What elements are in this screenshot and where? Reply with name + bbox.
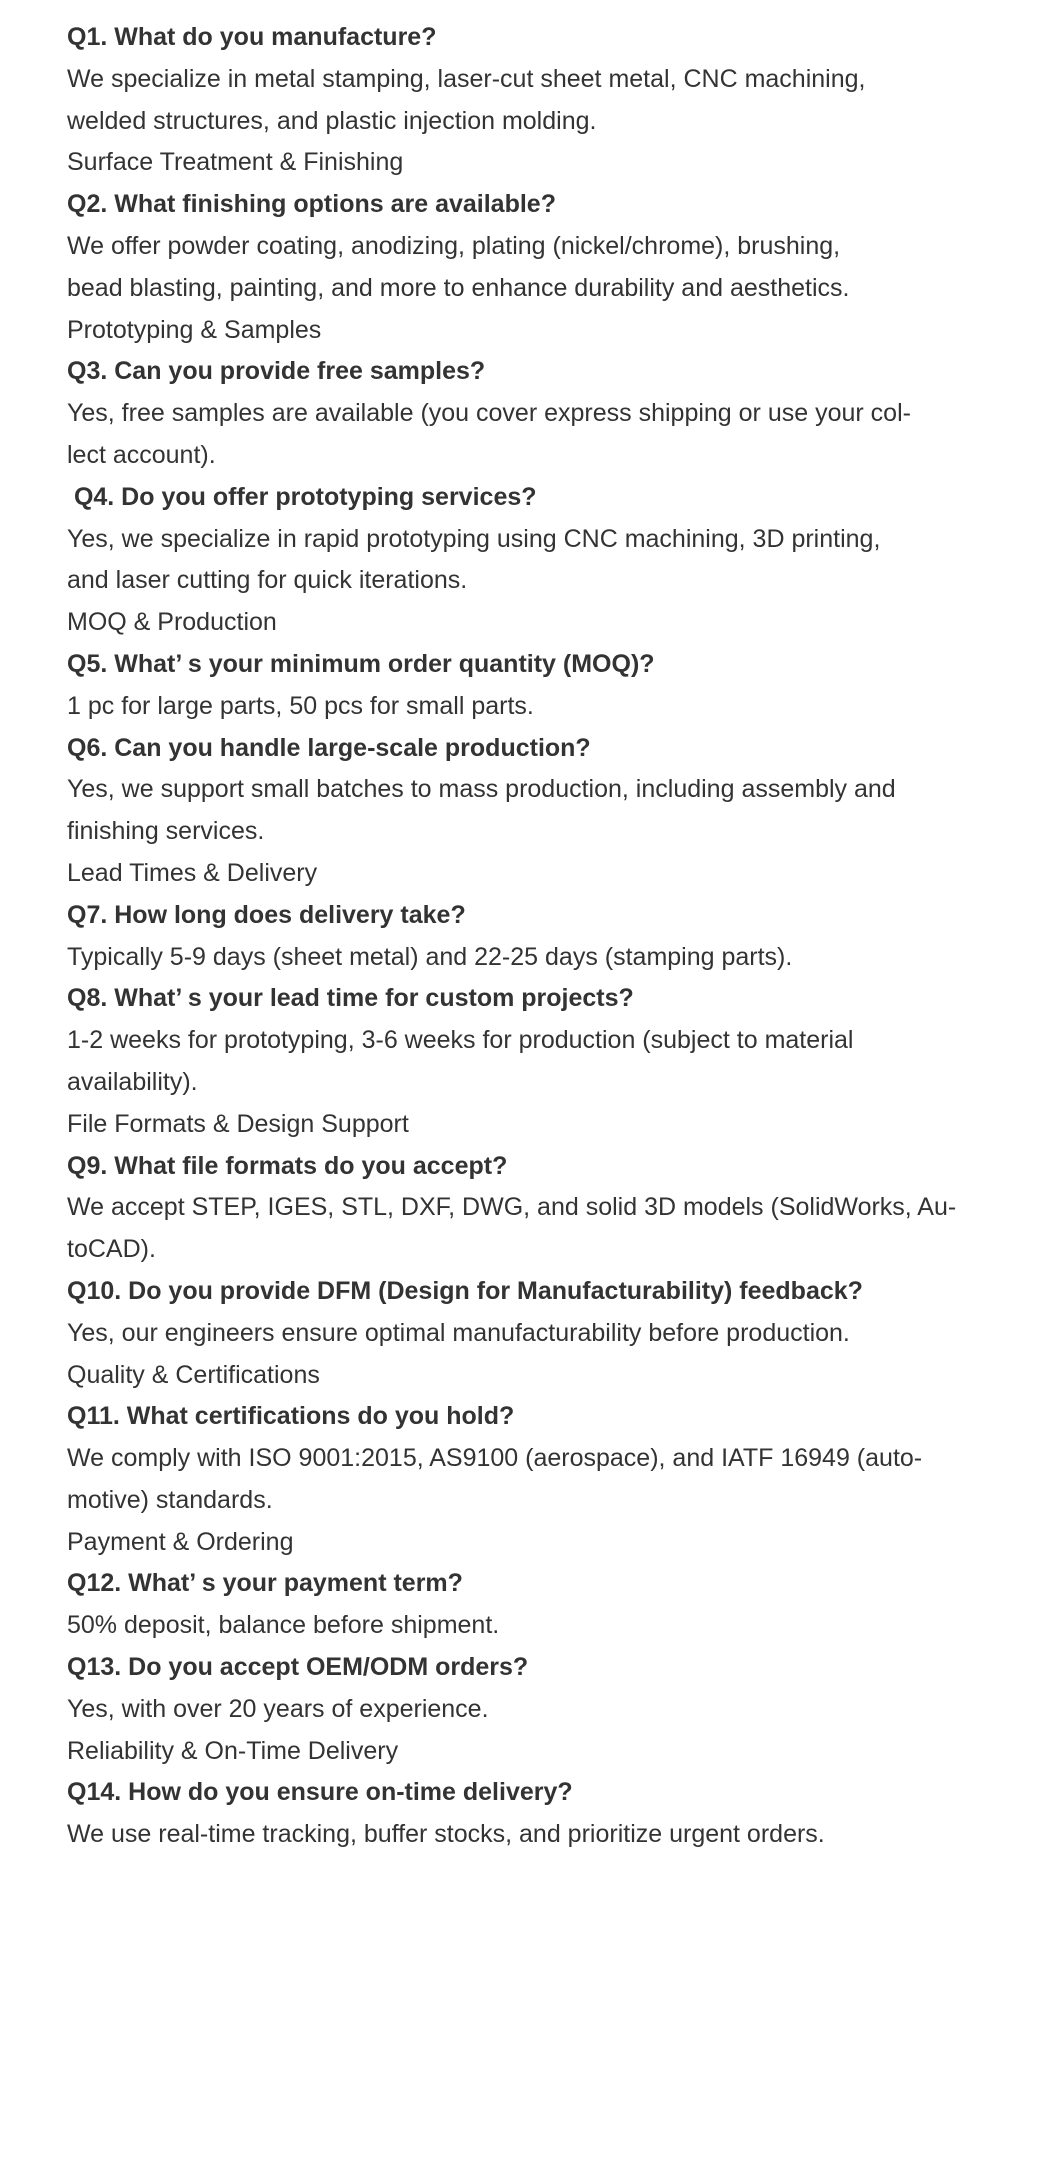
faq-answer-block: [67, 1313, 1007, 1355]
section-heading-block: [67, 1355, 1007, 1397]
faq-answer-block: [67, 1187, 1007, 1271]
section-heading-line: Surface Treatment & Finishing: [67, 148, 404, 177]
faq-answer-line: We use real-time tracking, buffer stocks, and prioritize urgent orders.: [67, 1820, 825, 1849]
section-heading-block: [67, 602, 1007, 644]
faq-answer-line: toCAD).: [67, 1235, 156, 1264]
faq-question-line: Q6. Can you handle large-scale production?: [67, 733, 591, 762]
faq-question-line: Q4. Do you offer prototyping services?: [67, 482, 537, 511]
faq-question-block: [67, 1647, 1007, 1689]
faq-question-line: Q3. Can you provide free samples?: [67, 357, 486, 386]
faq-question-block: [67, 644, 1007, 686]
faq-answer-line: and laser cutting for quick iterations.: [67, 566, 468, 595]
faq-answer-line: Yes, we specialize in rapid prototyping using CNC machining, 3D printing,: [67, 524, 881, 553]
faq-answer-line: welded structures, and plastic injection molding.: [67, 106, 597, 135]
faq-answer-line: Yes, free samples are available (you cover express shipping or use your col-: [67, 399, 911, 428]
faq-document: [67, 17, 1007, 1856]
faq-question-block: [67, 1271, 1007, 1313]
faq-answer-line: We comply with ISO 9001:2015, AS9100 (aerospace), and IATF 16949 (auto-: [67, 1444, 923, 1473]
faq-answer-line: We accept STEP, IGES, STL, DXF, DWG, and solid 3D models (SolidWorks, Au-: [67, 1193, 957, 1222]
faq-question-block: [67, 17, 1007, 59]
faq-answer-block: [67, 937, 1007, 979]
faq-answer-block: [67, 226, 1007, 310]
faq-answer-line: Yes, our engineers ensure optimal manufacturability before production.: [67, 1318, 850, 1347]
faq-answer-block: [67, 1689, 1007, 1731]
faq-question-block: [67, 978, 1007, 1020]
faq-answer-line: 50% deposit, balance before shipment.: [67, 1611, 500, 1640]
section-heading-block: [67, 853, 1007, 895]
section-heading-line: File Formats & Design Support: [67, 1109, 409, 1138]
faq-answer-line: We offer powder coating, anodizing, plating (nickel/chrome), brushing,: [67, 231, 841, 260]
faq-answer-block: [67, 59, 1007, 143]
faq-answer-line: 1 pc for large parts, 50 pcs for small parts.: [67, 691, 534, 720]
faq-question-line: Q8. What’ s your lead time for custom projects?: [67, 984, 634, 1013]
faq-answer-line: Yes, with over 20 years of experience.: [67, 1694, 489, 1723]
faq-answer-block: [67, 1438, 1007, 1522]
faq-question-block: [67, 1396, 1007, 1438]
section-heading-line: Payment & Ordering: [67, 1527, 294, 1556]
faq-answer-line: lect account).: [67, 440, 216, 469]
faq-answer-line: availability).: [67, 1067, 198, 1096]
faq-question-line: Q13. Do you accept OEM/ODM orders?: [67, 1653, 529, 1682]
section-heading-block: [67, 142, 1007, 184]
section-heading-block: [67, 1731, 1007, 1773]
faq-question-block: [67, 895, 1007, 937]
faq-answer-line: finishing services.: [67, 817, 265, 846]
section-heading-line: Prototyping & Samples: [67, 315, 322, 344]
faq-answer-block: [67, 393, 1007, 477]
faq-answer-block: [67, 519, 1007, 603]
section-heading-line: Reliability & On-Time Delivery: [67, 1736, 399, 1765]
faq-question-line: Q5. What’ s your minimum order quantity (MOQ)?: [67, 649, 655, 678]
faq-answer-block: [67, 1814, 1007, 1856]
faq-question-line: Q9. What file formats do you accept?: [67, 1151, 508, 1180]
faq-question-line: Q7. How long does delivery take?: [67, 900, 466, 929]
section-heading-block: [67, 1522, 1007, 1564]
faq-question-block: [67, 351, 1007, 393]
faq-answer-block: [67, 1605, 1007, 1647]
faq-answer-line: We specialize in metal stamping, laser-cut sheet metal, CNC machining,: [67, 64, 866, 93]
section-heading-block: [67, 1104, 1007, 1146]
faq-answer-block: [67, 1020, 1007, 1104]
faq-answer-line: Yes, we support small batches to mass production, including assembly and: [67, 775, 896, 804]
faq-answer-line: 1-2 weeks for prototyping, 3-6 weeks for production (subject to material: [67, 1026, 854, 1055]
faq-question-block: [67, 184, 1007, 226]
faq-question-block: [67, 1146, 1007, 1188]
faq-question-line: Q10. Do you provide DFM (Design for Manufacturability) feedback?: [67, 1276, 863, 1305]
faq-question-block: [67, 1563, 1007, 1605]
faq-question-line: Q14. How do you ensure on-time delivery?: [67, 1778, 573, 1807]
faq-question-line: Q2. What finishing options are available?: [67, 190, 556, 219]
faq-question-line: Q12. What’ s your payment term?: [67, 1569, 463, 1598]
faq-question-block: [67, 477, 1007, 519]
faq-answer-line: motive) standards.: [67, 1485, 273, 1514]
faq-answer-block: [67, 769, 1007, 853]
faq-answer-block: [67, 686, 1007, 728]
section-heading-line: MOQ & Production: [67, 608, 277, 637]
faq-question-block: [67, 728, 1007, 770]
section-heading-block: [67, 310, 1007, 352]
faq-question-block: [67, 1772, 1007, 1814]
faq-answer-line: Typically 5-9 days (sheet metal) and 22-25 days (stamping parts).: [67, 942, 793, 971]
faq-question-line: Q11. What certifications do you hold?: [67, 1402, 515, 1431]
faq-answer-line: bead blasting, painting, and more to enhance durability and aesthetics.: [67, 273, 850, 302]
section-heading-line: Quality & Certifications: [67, 1360, 320, 1389]
faq-question-line: Q1. What do you manufacture?: [67, 23, 437, 51]
section-heading-line: Lead Times & Delivery: [67, 858, 318, 887]
